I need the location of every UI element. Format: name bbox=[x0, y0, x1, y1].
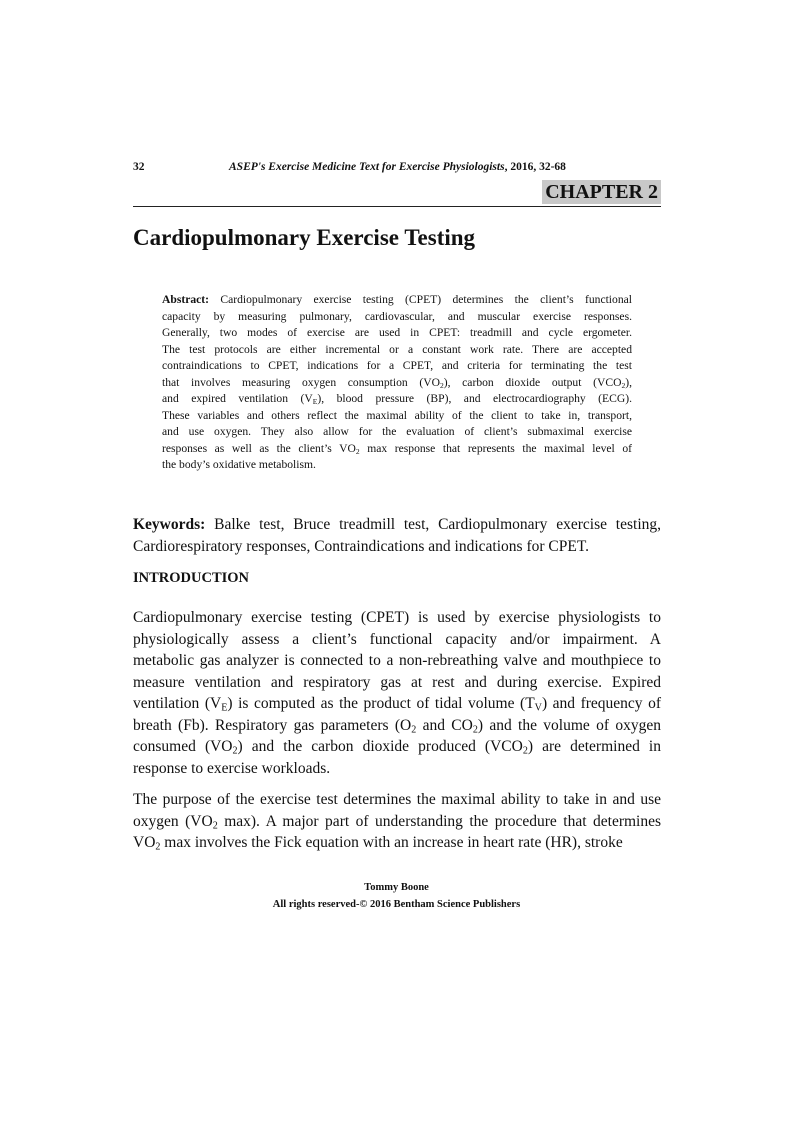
page-footer bbox=[0, 879, 793, 913]
text-run: ventilation (V bbox=[133, 695, 222, 712]
text-run: Generally, two modes of exercise are used in CPET: treadmill and cycle ergometer. bbox=[162, 326, 632, 339]
text-line bbox=[162, 424, 632, 441]
text-run: ), blood pressure (BP), and electrocardiography (ECG). bbox=[317, 392, 632, 405]
text-line bbox=[162, 375, 632, 392]
text-run: ) and the volume of oxygen bbox=[477, 716, 661, 734]
text-run: max). A major part of understanding the procedure that determines bbox=[217, 812, 662, 830]
text-run: Cardiorespiratory responses, Contraindications and indications for CPET. bbox=[133, 538, 590, 555]
text-run: and expired ventilation (V bbox=[162, 392, 313, 405]
text-run: that involves measuring oxygen consumption (VO bbox=[162, 375, 440, 389]
subscript: 2 bbox=[232, 745, 238, 757]
text-line bbox=[133, 536, 661, 558]
subscript: V bbox=[534, 702, 542, 714]
running-title-citation: , 2016, 32-68 bbox=[504, 161, 566, 173]
text-run: oxygen (VO bbox=[133, 812, 213, 830]
text-line bbox=[133, 629, 661, 651]
running-header bbox=[229, 161, 566, 173]
text-run: max response that represents the maximal level of bbox=[359, 441, 632, 455]
subscript: 2 bbox=[621, 380, 626, 390]
text-line bbox=[133, 832, 661, 854]
page-number: 32 bbox=[133, 161, 145, 173]
text-run: capacity by measuring pulmonary, cardiovascular, and muscular exercise responses. bbox=[162, 309, 632, 323]
footer-copyright: All rights reserved-© 2016 Bentham Science Publishers bbox=[272, 899, 521, 910]
text-run: and use oxygen. They also allow for the evaluation of client’s submaximal exercise bbox=[162, 425, 632, 438]
subscript: E bbox=[221, 702, 228, 714]
header-divider bbox=[133, 206, 661, 207]
text-run: max involves the Fick equation with an increase in heart rate (HR), stroke bbox=[160, 834, 623, 851]
chapter-label: CHAPTER 2 bbox=[542, 180, 661, 204]
introduction-paragraph-1 bbox=[133, 607, 661, 779]
subscript: 2 bbox=[439, 380, 444, 390]
text-line bbox=[133, 650, 661, 672]
text-line bbox=[162, 391, 632, 408]
text-run: Balke test, Bruce treadmill test, Cardiopulmonary exercise testing, bbox=[205, 516, 661, 533]
text-line bbox=[162, 457, 632, 474]
text-run: response to exercise workloads. bbox=[133, 759, 331, 777]
subscript: 2 bbox=[522, 745, 528, 757]
text-run: The test protocols are either incremental or a constant work rate. There are accepted bbox=[162, 342, 632, 356]
text-line bbox=[133, 672, 661, 694]
text-line bbox=[162, 358, 632, 375]
text-line bbox=[133, 736, 661, 758]
text-run: consumed (VO bbox=[133, 738, 233, 755]
subscript: E bbox=[312, 396, 318, 406]
text-line bbox=[133, 811, 661, 833]
bold-label: Abstract: bbox=[162, 293, 210, 306]
text-run: the body’s oxidative metabolism. bbox=[162, 458, 316, 471]
text-line bbox=[133, 514, 661, 536]
text-line bbox=[162, 325, 632, 342]
text-line bbox=[162, 292, 632, 309]
text-run: VO bbox=[133, 834, 156, 851]
text-line bbox=[133, 789, 661, 811]
text-run: metabolic gas analyzer is connected to a non-rebreathing valve and mouthpiece to bbox=[133, 652, 661, 669]
text-run: These variables and others reflect the maximal ability of the client to take in, transport, bbox=[162, 408, 632, 422]
text-run: ) are determined in bbox=[527, 738, 661, 755]
subscript: 2 bbox=[472, 724, 478, 736]
text-run: ), bbox=[625, 375, 632, 389]
text-line bbox=[133, 693, 661, 715]
section-heading-introduction: INTRODUCTION bbox=[133, 570, 250, 586]
text-run: ) is computed as the product of tidal volume (T bbox=[227, 695, 535, 712]
text-line bbox=[162, 441, 632, 458]
text-run: physiologically assess a client’s functional capacity and/or impairment. A bbox=[133, 630, 661, 648]
text-run: Cardiopulmonary exercise testing (CPET) determines the client’s functional bbox=[209, 293, 632, 306]
text-run: ) and the carbon dioxide produced (VCO bbox=[237, 738, 523, 755]
text-run: contraindications to CPET, indications for a CPET, and criteria for terminating the test bbox=[162, 359, 632, 372]
text-run: measure ventilation and respiratory gas at rest and during exercise. Expired bbox=[133, 673, 661, 691]
abstract bbox=[162, 292, 632, 474]
text-run: The purpose of the exercise test determines the maximal ability to take in and use bbox=[133, 791, 661, 808]
text-run: ) and frequency of bbox=[541, 695, 662, 712]
running-title: ASEP's Exercise Medicine Text for Exercise Physiologists bbox=[229, 161, 505, 173]
bold-label: Keywords: bbox=[133, 516, 206, 533]
subscript: 2 bbox=[212, 820, 218, 832]
text-line bbox=[162, 408, 632, 425]
subscript: 2 bbox=[411, 724, 417, 736]
text-run: Cardiopulmonary exercise testing (CPET) is used by exercise physiologists to bbox=[133, 609, 661, 626]
introduction-paragraph-2 bbox=[133, 789, 661, 854]
subscript: 2 bbox=[155, 841, 161, 853]
text-line bbox=[162, 309, 632, 326]
chapter-title: Cardiopulmonary Exercise Testing bbox=[133, 225, 476, 250]
text-run: responses as well as the client’s VO bbox=[162, 441, 356, 455]
text-line bbox=[133, 607, 661, 629]
subscript: 2 bbox=[355, 446, 360, 456]
text-line bbox=[133, 715, 661, 737]
text-line bbox=[162, 342, 632, 359]
text-run: breath (Fb). Respiratory gas parameters (O bbox=[133, 716, 412, 734]
text-run: and CO bbox=[416, 716, 473, 734]
text-run: ), carbon dioxide output (VCO bbox=[443, 375, 622, 389]
footer-author: Tommy Boone bbox=[364, 882, 429, 893]
text-line bbox=[133, 758, 661, 780]
keywords bbox=[133, 514, 661, 558]
